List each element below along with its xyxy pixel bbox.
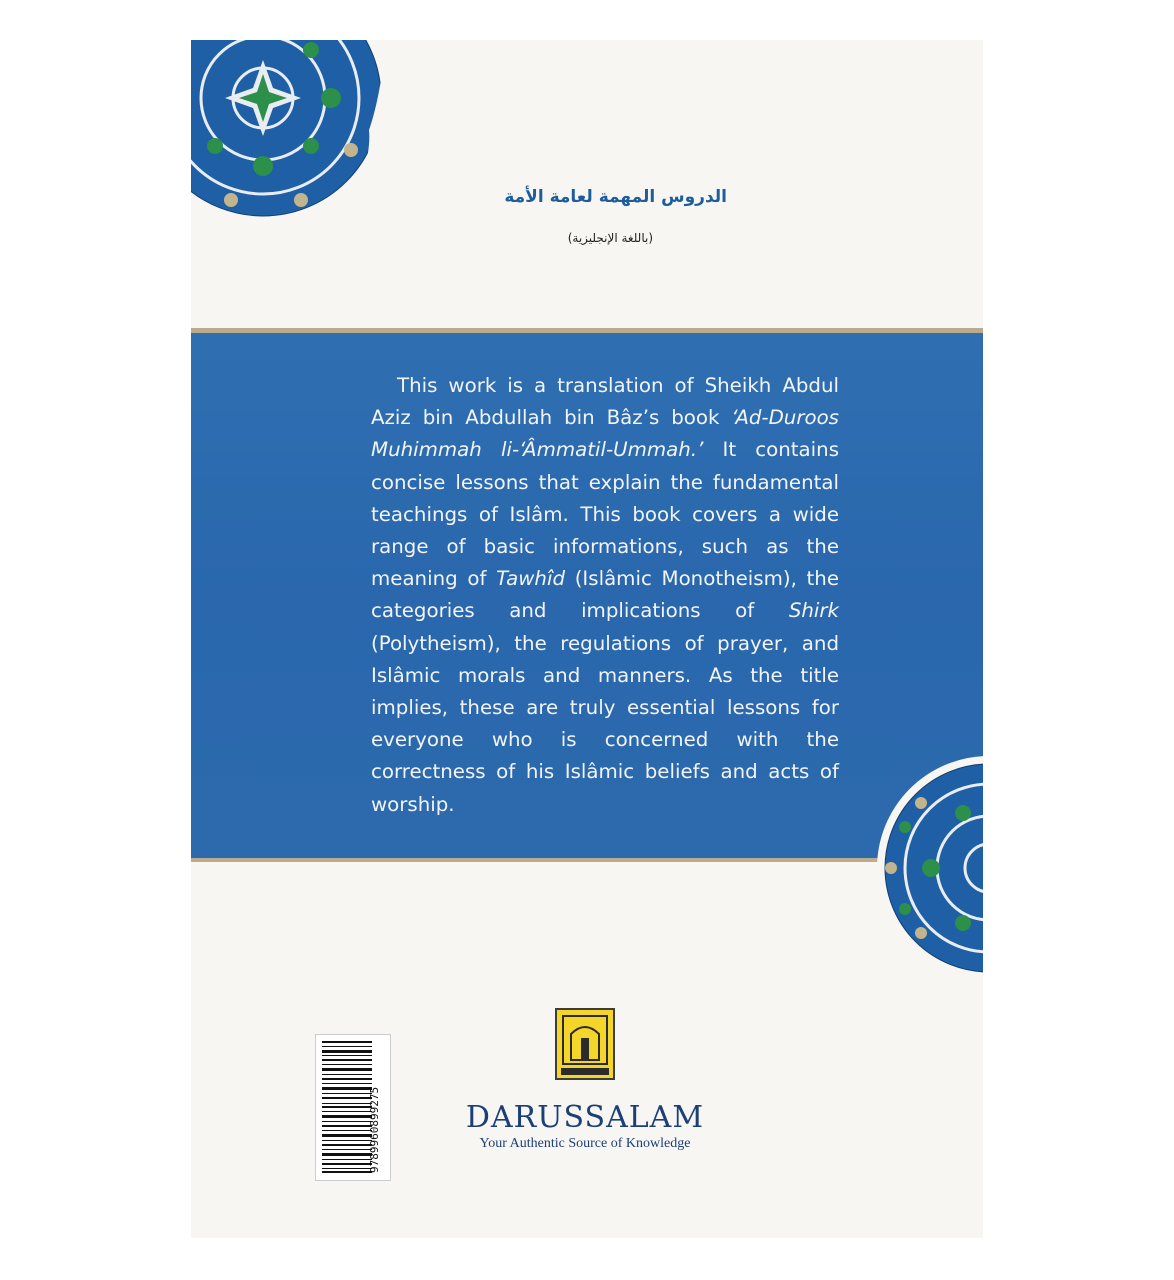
term-tawhid: Tawhîd (496, 567, 566, 591)
darussalam-logo (555, 1008, 615, 1080)
term-shirk: Shirk (788, 599, 839, 623)
arabic-title: الدروس المهمة لعامة الأمة (504, 187, 727, 207)
barcode (315, 1034, 391, 1181)
gold-rule-bottom (191, 858, 983, 862)
book-title-italic: ‘Ad-Duroos Muhimmah li-‘Âmmatil-Ummah.’ (371, 406, 839, 462)
description-part-1: This work is a translation of Sheikh Abdul Aziz bin Abdullah bin Bâz’s book (371, 374, 839, 430)
description-panel (191, 333, 983, 858)
description-text (371, 370, 839, 821)
publisher-name: DARUSSALAM (465, 1100, 705, 1135)
arabic-subtitle: (باللغة الإنجليزية) (567, 231, 653, 245)
publisher-tagline: Your Authentic Source of Knowledge (479, 1136, 691, 1151)
book-back-cover (191, 40, 983, 1238)
logo-emblem-icon (557, 1010, 613, 1078)
description-part-3: (Islâmic Monotheism), the categories and implications of (371, 567, 839, 623)
islamic-ornament-top-left (191, 40, 391, 230)
barcode-bars (322, 1041, 372, 1173)
barcode-number: 9789960899275 (368, 1086, 381, 1173)
islamic-ornament-right (871, 743, 983, 993)
description-part-4: (Polytheism), the regulations of prayer, and Islâmic morals and manners. As the title implies, these are truly essential lessons for everyone who is concerned with the correctness of his Islâmic beliefs and acts of worship. (371, 631, 839, 816)
description-part-2: It contains concise lessons that explain the fundamental teachings of Islâm. This book covers a wide range of basic informations, such as the meaning of (371, 438, 839, 591)
